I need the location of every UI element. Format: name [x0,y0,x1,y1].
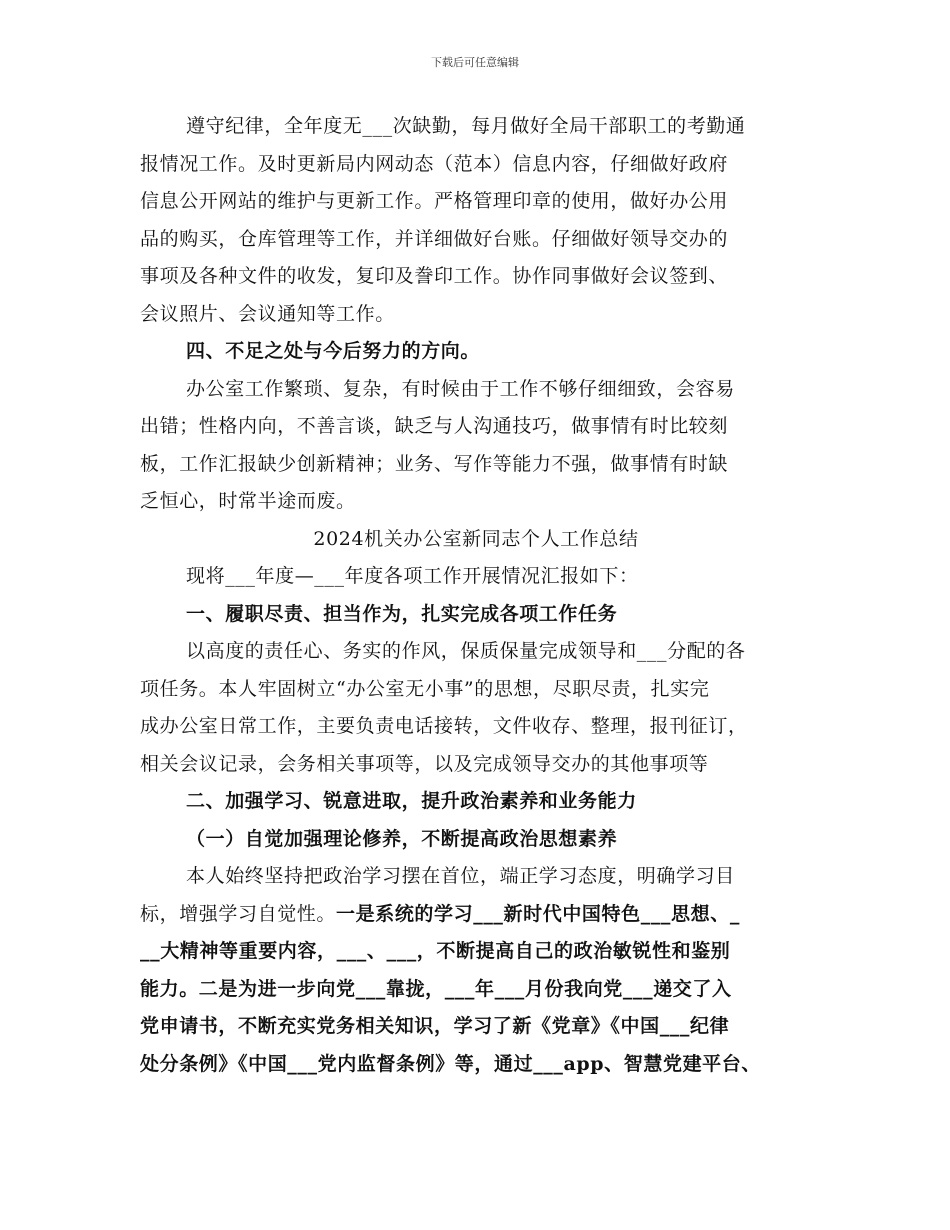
paragraph-line: 处分条例》《中国___党内监督条例》等，通过___app、智慧党建平台、 [140,1052,761,1075]
paragraph-line: 遵守纪律，全年度无___次缺勤，每月做好全局干部职工的考勤通 [186,115,746,137]
paragraph-line: 现将___年度—___年度各项工作开展情况汇报如下： [186,565,639,587]
paragraph-line: 能力。二是为进一步向党___靠拢，___年___月份我向党___递交了入 [140,977,732,1000]
section-heading: 四、不足之处与今后努力的方向。 [186,340,481,362]
paragraph-line: __大精神等重要内容，___、___，不断提高自己的政治敏锐性和鉴别 [140,940,731,962]
paragraph-line: 本人始终坚持把政治学习摆在首位，端正学习态度，明确学习目 [186,865,735,887]
paragraph-line: 报情况工作。及时更新局内网动态（范本）信息内容，仔细做好政府 [140,152,729,175]
page-header: 下载后可任意编辑 [431,56,519,69]
paragraph-line: 乏恒心，时常半途而废。 [140,490,356,512]
paragraph-line [140,896,812,934]
paragraph-line: 品的购买，仓库管理等工作，并详细做好台账。仔细做好领导交办的 [140,227,729,250]
paragraph-line: 成办公室日常工作，主要负责电话接转，文件收存、整理，报刊征订， [140,715,748,737]
document-title: 2024机关办公室新同志个人工作总结 [313,527,639,550]
paragraph-line: 出错；性格内向，不善言谈，缺乏与人沟通技巧，做事情有时比较刻 [140,415,729,437]
paragraph-line: 事项及各种文件的收发，复印及誊印工作。协作同事做好会议签到、 [140,265,729,287]
paragraph-line: 信息公开网站的维护与更新工作。严格管理印章的使用，做好办公用 [140,190,729,212]
paragraph-line: 相关会议记录，会务相关事项等，以及完成领导交办的其他事项等 [140,752,709,775]
paragraph-line: 会议照片、会议通知等工作。 [140,302,395,325]
paragraph-line: 办公室工作繁琐、复杂，有时候由于工作不够仔细细致，会容易 [186,377,735,400]
line-normal-part: 标，增强学习自觉性。 [140,902,337,925]
paragraph-line: 党申请书，不断充实党务相关知识，学习了新《党章》《中国___纪律 [140,1015,730,1037]
section-heading: 一、履职尽责、担当作为，扎实完成各项工作任务 [186,602,618,625]
paragraph-line: 以高度的责任心、务实的作风，保质保量完成领导和___分配的各 [186,640,746,662]
document-body [140,108,812,1083]
section-heading: 二、加强学习、锐意进取，提升政治素养和业务能力 [186,790,637,812]
subsection-heading: （一）自觉加强理论修养，不断提高政治思想素养 [186,827,618,850]
paragraph-line: 板，工作汇报缺少创新精神；业务、写作等能力不强，做事情有时缺 [140,452,729,475]
paragraph-line: 项任务。本人牢固树立“办公室无小事”的思想，尽职尽责，扎实完 [140,677,710,700]
line-bold-part: 一是系统的学习___新时代中国特色___思想、_ [336,902,740,925]
